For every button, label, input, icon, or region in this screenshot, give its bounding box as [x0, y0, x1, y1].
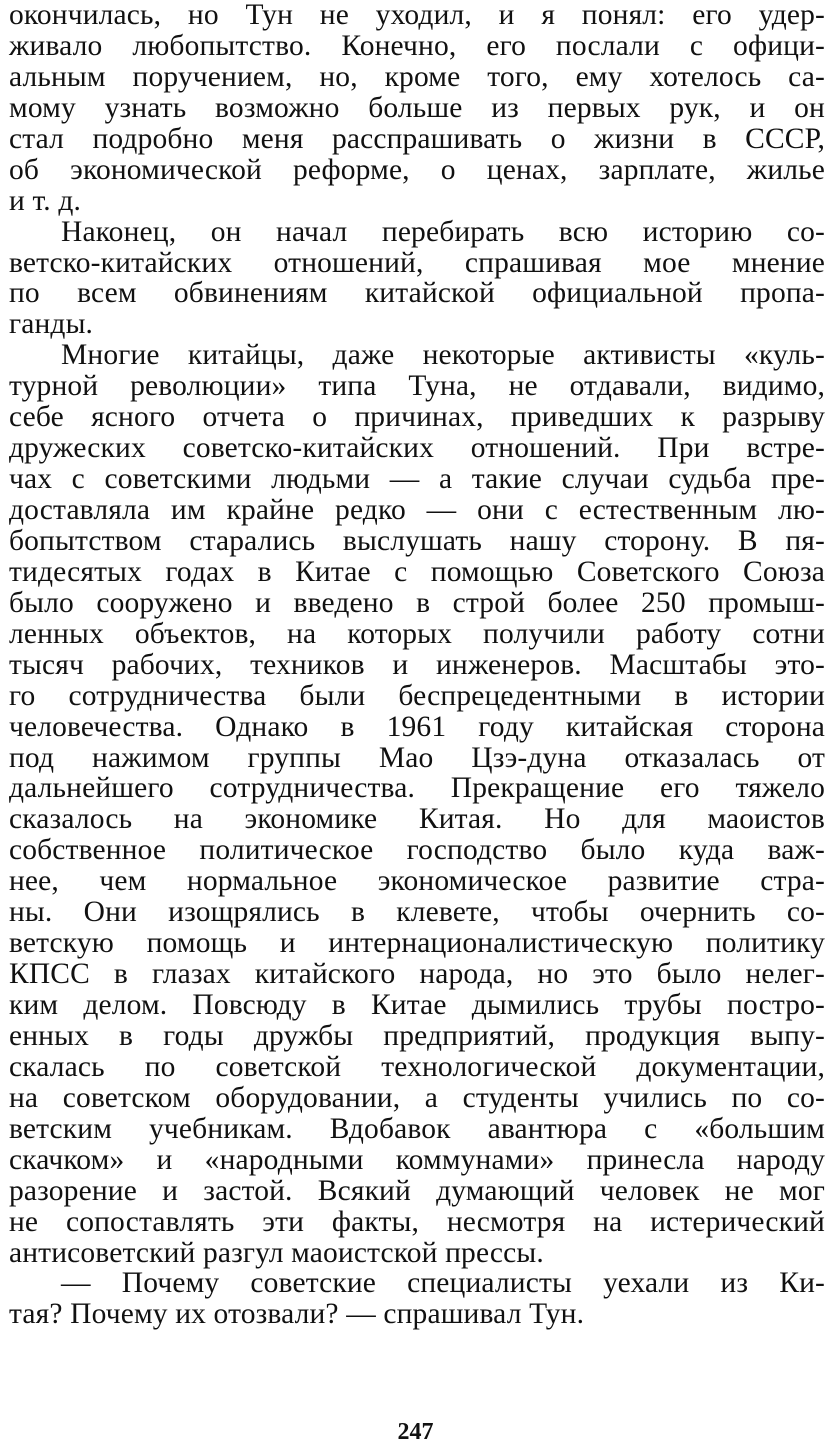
paragraph	[9, 340, 825, 1268]
text-line: тая? Почему их отозвали? — спрашивал Тун.	[9, 1298, 585, 1331]
text-line: бопытством старались выслушать нашу сторону. В пя-	[9, 524, 825, 557]
text-line: ветским учебникам. Вдобавок авантюра с «большим	[9, 1112, 825, 1145]
paragraph	[9, 217, 825, 341]
text-line: ветскую помощь и интернационалистическую политику	[9, 927, 825, 960]
text-line: не сопоставлять эти факты, несмотря на истерический	[9, 1205, 825, 1238]
text-line: и т. д.	[9, 184, 82, 217]
text-line: мому узнать возможно больше из первых рук, и он	[9, 91, 825, 124]
text-line: тысяч рабочих, техников и инженеров. Масштабы это-	[9, 648, 825, 681]
text-line: КПСС в глазах китайского народа, но это было нелег-	[9, 958, 825, 991]
text-line: на советском оборудовании, а студенты учились по со-	[9, 1081, 825, 1114]
text-line: под нажимом группы Мао Цзэ-дуна отказалась от	[9, 741, 825, 774]
text-line: стал подробно меня расспрашивать о жизни в СССР,	[9, 122, 825, 155]
text-line: альным поручением, но, кроме того, ему хотелось са-	[9, 60, 825, 93]
text-line: — Почему советские специалисты уехали из Ки-	[61, 1267, 825, 1300]
body-text	[9, 0, 825, 1330]
text-line: го сотрудничества были беспрецедентными в истории	[9, 679, 825, 712]
paragraph	[9, 0, 825, 217]
text-line: дружеских советско-китайских отношений. При встре-	[9, 432, 825, 465]
text-line: человечества. Однако в 1961 году китайская сторона	[9, 710, 825, 743]
text-line: живало любопытство. Конечно, его послали с офици-	[9, 29, 825, 62]
text-line: ны. Они изощрялись в клевете, чтобы очернить со-	[9, 896, 825, 929]
text-line: енных в годы дружбы предприятий, продукция выпу-	[9, 1019, 825, 1052]
text-line: было сооружено и введено в строй более 250 промыш-	[9, 586, 825, 619]
text-line: антисоветский разгул маоистской прессы.	[9, 1236, 544, 1269]
text-line: нее, чем нормальное экономическое развитие стра-	[9, 865, 825, 898]
text-line: тидесятых годах в Китае с помощью Советского Союза	[9, 555, 825, 588]
text-line: дальнейшего сотрудничества. Прекращение его тяжело	[9, 772, 825, 805]
text-line: турной революции» типа Туна, не отдавали, видимо,	[9, 370, 825, 403]
text-line: себе ясного отчета о причинах, приведших к разрыву	[9, 401, 825, 434]
text-line: разорение и застой. Всякий думающий человек не мог	[9, 1174, 825, 1207]
text-line: сказалось на экономике Китая. Но для маоистов	[9, 803, 825, 836]
text-line: ленных объектов, на которых получили работу сотни	[9, 617, 825, 650]
text-line: Многие китайцы, даже некоторые активисты «куль-	[61, 339, 825, 372]
text-line: скачком» и «народными коммунами» принесла народу	[9, 1143, 825, 1176]
text-line: об экономической реформе, о ценах, зарплате, жилье	[9, 153, 825, 186]
text-line: скалась по советской технологической документации,	[9, 1050, 825, 1083]
text-line: чах с советскими людьми — а такие случаи судьба пре-	[9, 463, 825, 496]
text-line: по всем обвинениям китайской официальной пропа-	[9, 277, 825, 310]
paragraph	[9, 1268, 825, 1330]
text-line: ветско-китайских отношений, спрашивая мое мнение	[9, 246, 825, 279]
text-line: окончилась, но Тун не уходил, и я понял: его удер-	[9, 0, 825, 31]
page-number: 247	[397, 1419, 434, 1445]
text-line: Наконец, он начал перебирать всю историю со-	[61, 215, 825, 248]
text-line: ганды.	[9, 308, 94, 341]
text-line: собственное политическое господство было куда важ-	[9, 834, 825, 867]
text-line: доставляла им крайне редко — они с естественным лю-	[9, 494, 825, 526]
text-line: ким делом. Повсюду в Китае дымились трубы постро-	[9, 989, 825, 1021]
